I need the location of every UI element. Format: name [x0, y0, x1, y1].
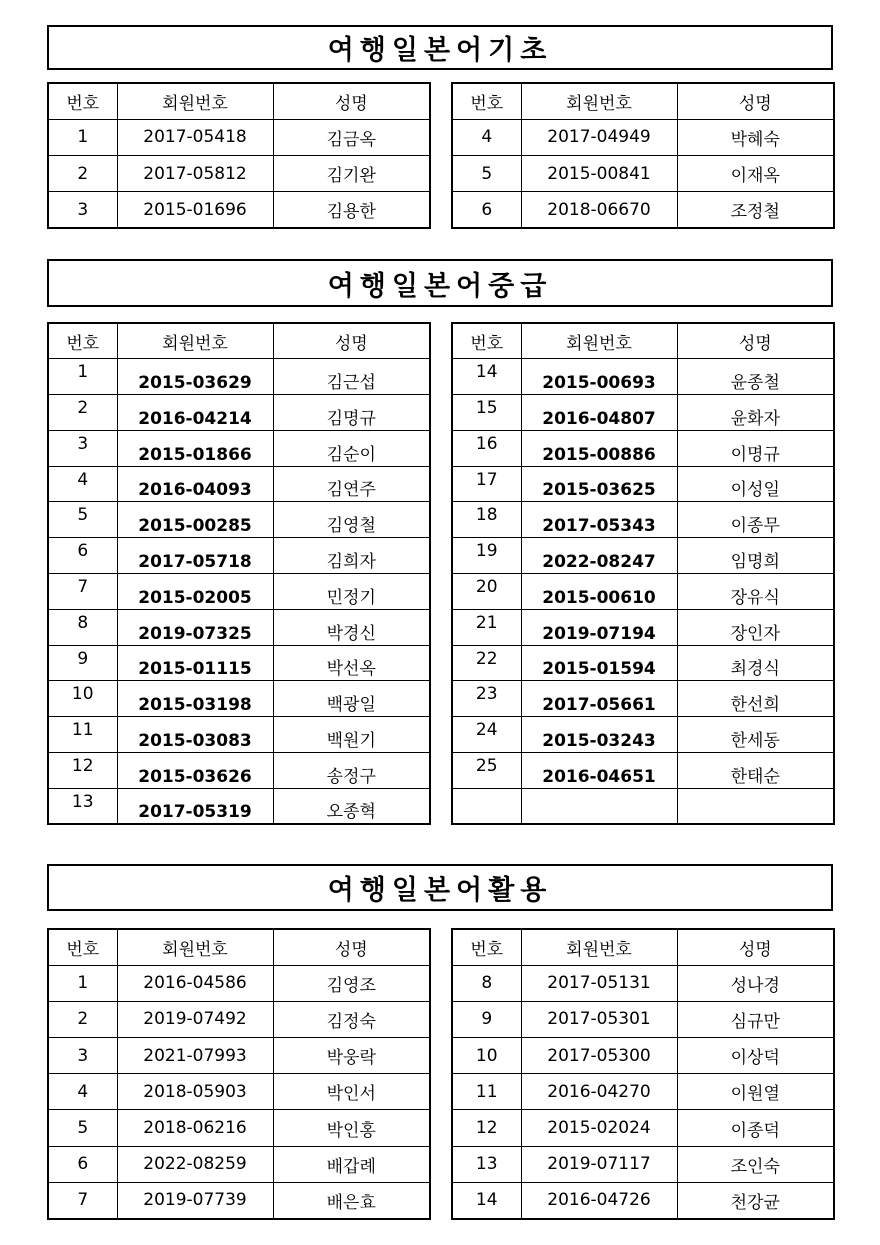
member-id: 2016-04586	[117, 965, 273, 1001]
member-name: 김영조	[273, 965, 430, 1001]
row-number: 8	[452, 965, 521, 1001]
section-title: 여행일본어활용	[47, 864, 833, 911]
row-number: 1	[48, 965, 117, 1001]
member-id: 2017-05343	[521, 502, 677, 538]
row-number: 15	[452, 395, 521, 431]
table-row	[48, 965, 430, 1001]
member-name: 한태순	[677, 753, 834, 789]
table-row	[452, 609, 834, 645]
member-name: 김용한	[273, 192, 430, 228]
member-name: 김정숙	[273, 1001, 430, 1037]
header-row	[48, 83, 430, 119]
member-name: 김영철	[273, 502, 430, 538]
header-number: 번호	[452, 929, 521, 965]
member-name: 이종덕	[677, 1110, 834, 1146]
row-number: 7	[48, 574, 117, 610]
member-id: 2017-05301	[521, 1001, 677, 1037]
row-number: 19	[452, 538, 521, 574]
member-id: 2015-02024	[521, 1110, 677, 1146]
member-name: 박혜숙	[677, 119, 834, 155]
header-member-id: 회원번호	[521, 83, 677, 119]
header-row	[452, 83, 834, 119]
table-row	[48, 1110, 430, 1146]
header-name: 성명	[273, 929, 430, 965]
row-number: 7	[48, 1182, 117, 1218]
row-number: 13	[48, 788, 117, 824]
row-number: 9	[452, 1001, 521, 1037]
table-row	[48, 609, 430, 645]
member-id: 2015-03626	[117, 753, 273, 789]
table-row	[452, 1182, 834, 1218]
table-row	[48, 1001, 430, 1037]
member-name: 천강균	[677, 1182, 834, 1218]
table-row	[452, 717, 834, 753]
header-member-id: 회원번호	[117, 929, 273, 965]
member-name: 성나경	[677, 965, 834, 1001]
header-number: 번호	[48, 83, 117, 119]
member-id: 2016-04726	[521, 1182, 677, 1218]
member-name	[677, 788, 834, 824]
member-id: 2017-05300	[521, 1038, 677, 1074]
table-row	[48, 717, 430, 753]
member-id: 2016-04651	[521, 753, 677, 789]
table-row	[48, 1146, 430, 1182]
table-row	[452, 430, 834, 466]
table-row	[452, 1110, 834, 1146]
table-row	[452, 965, 834, 1001]
member-id: 2022-08247	[521, 538, 677, 574]
member-name: 김순이	[273, 430, 430, 466]
member-id: 2017-05661	[521, 681, 677, 717]
table-row	[48, 192, 430, 228]
header-name: 성명	[273, 83, 430, 119]
member-name: 이재옥	[677, 156, 834, 192]
member-name: 조정철	[677, 192, 834, 228]
table-row	[48, 538, 430, 574]
member-name: 조인숙	[677, 1146, 834, 1182]
row-number: 17	[452, 466, 521, 502]
header-number: 번호	[452, 83, 521, 119]
member-id	[521, 788, 677, 824]
member-name: 이원열	[677, 1074, 834, 1110]
table-row	[48, 1038, 430, 1074]
member-id: 2015-00285	[117, 502, 273, 538]
member-name: 이상덕	[677, 1038, 834, 1074]
member-id: 2015-01696	[117, 192, 273, 228]
table-row	[452, 466, 834, 502]
member-name: 임명희	[677, 538, 834, 574]
member-name: 박경신	[273, 609, 430, 645]
row-number: 14	[452, 359, 521, 395]
roster-table-right	[451, 82, 835, 229]
row-number: 16	[452, 430, 521, 466]
member-name: 장유식	[677, 574, 834, 610]
member-name: 백원기	[273, 717, 430, 753]
header-row	[48, 929, 430, 965]
member-name: 심규만	[677, 1001, 834, 1037]
member-id: 2019-07739	[117, 1182, 273, 1218]
row-number: 10	[452, 1038, 521, 1074]
row-number: 14	[452, 1182, 521, 1218]
row-number: 4	[48, 466, 117, 502]
member-id: 2022-08259	[117, 1146, 273, 1182]
table-row	[48, 681, 430, 717]
table-row	[452, 192, 834, 228]
row-number: 11	[48, 717, 117, 753]
member-id: 2015-01115	[117, 645, 273, 681]
member-name: 윤종철	[677, 359, 834, 395]
member-id: 2015-00610	[521, 574, 677, 610]
table-row	[452, 359, 834, 395]
table-row	[452, 395, 834, 431]
member-name: 한세동	[677, 717, 834, 753]
member-name: 김기완	[273, 156, 430, 192]
row-number: 1	[48, 119, 117, 155]
roster-table-left	[47, 928, 431, 1220]
section-title: 여행일본어기초	[47, 25, 833, 70]
member-id: 2015-03083	[117, 717, 273, 753]
table-row	[48, 1182, 430, 1218]
member-name: 이종무	[677, 502, 834, 538]
header-name: 성명	[273, 323, 430, 359]
member-id: 2016-04807	[521, 395, 677, 431]
row-number: 1	[48, 359, 117, 395]
row-number: 21	[452, 609, 521, 645]
table-row	[48, 645, 430, 681]
member-name: 송정구	[273, 753, 430, 789]
member-id: 2019-07325	[117, 609, 273, 645]
member-name: 백광일	[273, 681, 430, 717]
table-row	[48, 753, 430, 789]
member-id: 2016-04214	[117, 395, 273, 431]
header-number: 번호	[48, 929, 117, 965]
table-row	[48, 502, 430, 538]
member-id: 2018-06670	[521, 192, 677, 228]
header-name: 성명	[677, 323, 834, 359]
member-id: 2017-05418	[117, 119, 273, 155]
member-name: 김명규	[273, 395, 430, 431]
roster-table-left	[47, 322, 431, 825]
header-member-id: 회원번호	[117, 83, 273, 119]
member-name: 배갑례	[273, 1146, 430, 1182]
roster-table-left	[47, 82, 431, 229]
member-id: 2015-03625	[521, 466, 677, 502]
member-id: 2017-04949	[521, 119, 677, 155]
row-number	[452, 788, 521, 824]
row-number: 5	[48, 1110, 117, 1146]
member-id: 2015-03198	[117, 681, 273, 717]
table-row	[48, 395, 430, 431]
table-row	[452, 119, 834, 155]
member-id: 2021-07993	[117, 1038, 273, 1074]
member-id: 2018-05903	[117, 1074, 273, 1110]
header-member-id: 회원번호	[521, 929, 677, 965]
header-number: 번호	[452, 323, 521, 359]
member-name: 이성일	[677, 466, 834, 502]
table-row	[452, 574, 834, 610]
table-row	[452, 538, 834, 574]
row-number: 2	[48, 1001, 117, 1037]
table-row	[48, 788, 430, 824]
member-id: 2015-03243	[521, 717, 677, 753]
row-number: 3	[48, 430, 117, 466]
member-name: 이명규	[677, 430, 834, 466]
member-name: 한선희	[677, 681, 834, 717]
table-row	[452, 1074, 834, 1110]
member-id: 2017-05718	[117, 538, 273, 574]
header-row	[452, 323, 834, 359]
header-name: 성명	[677, 929, 834, 965]
table-row	[452, 753, 834, 789]
member-id: 2016-04093	[117, 466, 273, 502]
table-row	[452, 788, 834, 824]
header-member-id: 회원번호	[521, 323, 677, 359]
header-number: 번호	[48, 323, 117, 359]
member-name: 오종혁	[273, 788, 430, 824]
row-number: 2	[48, 395, 117, 431]
table-row	[452, 1146, 834, 1182]
member-id: 2017-05812	[117, 156, 273, 192]
member-name: 배은효	[273, 1182, 430, 1218]
row-number: 9	[48, 645, 117, 681]
table-row	[48, 430, 430, 466]
table-row	[48, 1074, 430, 1110]
row-number: 4	[452, 119, 521, 155]
row-number: 12	[48, 753, 117, 789]
row-number: 12	[452, 1110, 521, 1146]
row-number: 3	[48, 1038, 117, 1074]
table-row	[452, 1001, 834, 1037]
row-number: 6	[48, 1146, 117, 1182]
row-number: 6	[452, 192, 521, 228]
row-number: 13	[452, 1146, 521, 1182]
member-name: 박선옥	[273, 645, 430, 681]
member-name: 박웅락	[273, 1038, 430, 1074]
member-id: 2016-04270	[521, 1074, 677, 1110]
member-id: 2015-00693	[521, 359, 677, 395]
table-row	[48, 156, 430, 192]
member-id: 2019-07117	[521, 1146, 677, 1182]
member-id: 2019-07194	[521, 609, 677, 645]
table-row	[452, 645, 834, 681]
header-row	[48, 323, 430, 359]
member-id: 2015-01594	[521, 645, 677, 681]
table-row	[452, 502, 834, 538]
member-id: 2015-00886	[521, 430, 677, 466]
member-id: 2015-00841	[521, 156, 677, 192]
member-name: 민정기	[273, 574, 430, 610]
member-id: 2019-07492	[117, 1001, 273, 1037]
header-name: 성명	[677, 83, 834, 119]
row-number: 18	[452, 502, 521, 538]
row-number: 22	[452, 645, 521, 681]
member-name: 김연주	[273, 466, 430, 502]
member-name: 김근섭	[273, 359, 430, 395]
row-number: 24	[452, 717, 521, 753]
row-number: 20	[452, 574, 521, 610]
row-number: 4	[48, 1074, 117, 1110]
member-name: 박인홍	[273, 1110, 430, 1146]
member-id: 2018-06216	[117, 1110, 273, 1146]
table-row	[452, 1038, 834, 1074]
row-number: 23	[452, 681, 521, 717]
roster-table-right	[451, 322, 835, 825]
member-id: 2017-05319	[117, 788, 273, 824]
table-row	[48, 466, 430, 502]
table-row	[48, 359, 430, 395]
row-number: 3	[48, 192, 117, 228]
member-id: 2015-01866	[117, 430, 273, 466]
member-name: 윤화자	[677, 395, 834, 431]
row-number: 8	[48, 609, 117, 645]
member-name: 박인서	[273, 1074, 430, 1110]
section-title: 여행일본어중급	[47, 259, 833, 307]
row-number: 11	[452, 1074, 521, 1110]
roster-table-right	[451, 928, 835, 1220]
table-row	[48, 119, 430, 155]
row-number: 6	[48, 538, 117, 574]
table-row	[452, 156, 834, 192]
member-name: 김희자	[273, 538, 430, 574]
row-number: 25	[452, 753, 521, 789]
member-name: 김금옥	[273, 119, 430, 155]
row-number: 10	[48, 681, 117, 717]
member-name: 장인자	[677, 609, 834, 645]
header-member-id: 회원번호	[117, 323, 273, 359]
member-id: 2015-03629	[117, 359, 273, 395]
header-row	[452, 929, 834, 965]
table-row	[452, 681, 834, 717]
member-name: 최경식	[677, 645, 834, 681]
member-id: 2015-02005	[117, 574, 273, 610]
row-number: 5	[48, 502, 117, 538]
table-row	[48, 574, 430, 610]
row-number: 2	[48, 156, 117, 192]
member-id: 2017-05131	[521, 965, 677, 1001]
row-number: 5	[452, 156, 521, 192]
